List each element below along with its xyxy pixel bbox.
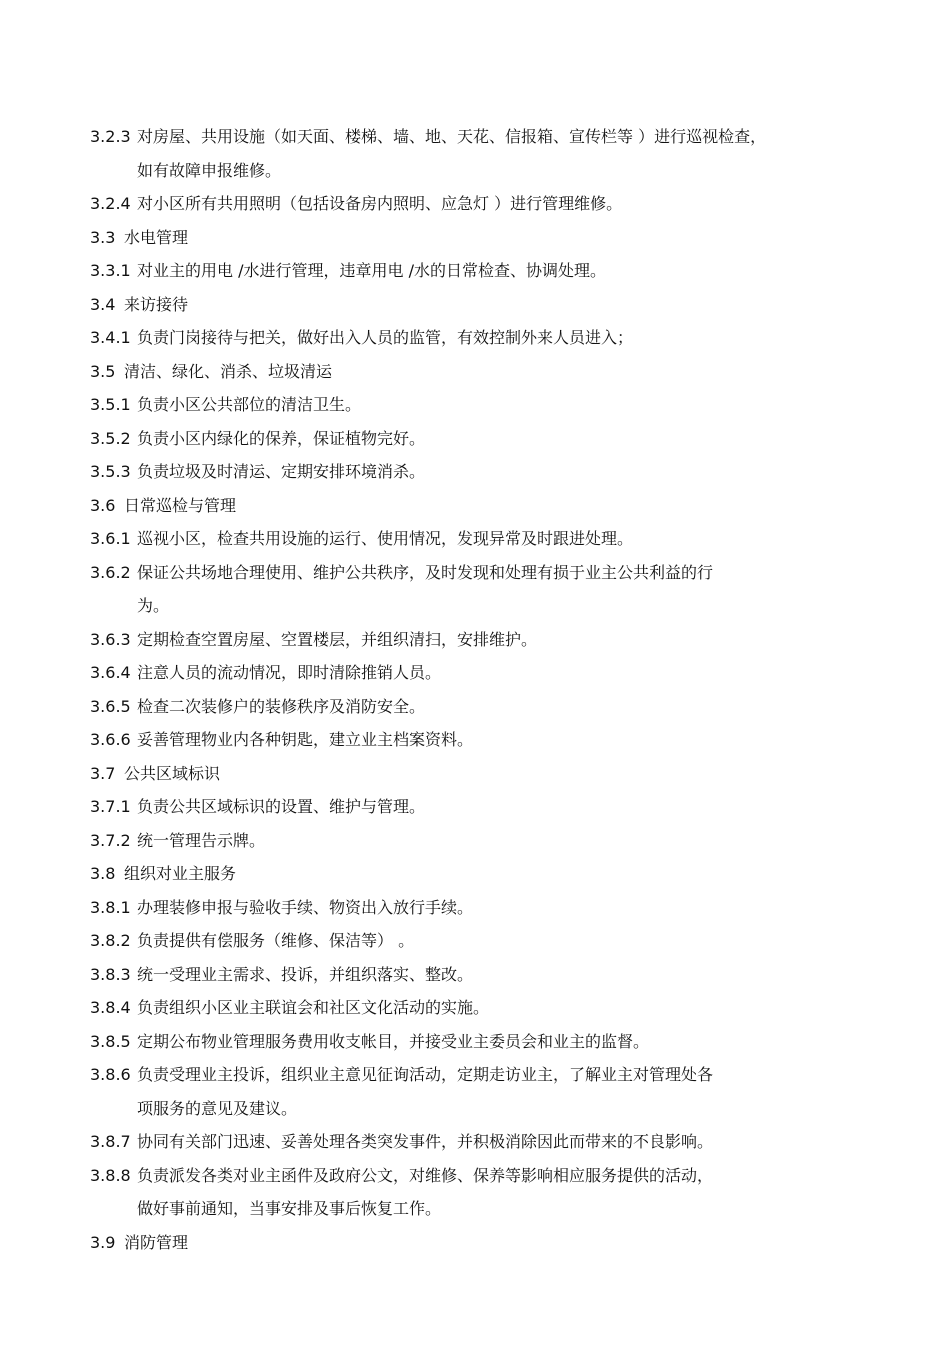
- section-item-text: 检查二次装修户的装修秩序及消防安全。: [137, 696, 426, 716]
- section-heading: 水电管理: [124, 227, 189, 247]
- section-item: [90, 623, 850, 657]
- section-number: 3.5: [90, 361, 116, 381]
- section-number: 3.8.7: [90, 1132, 131, 1151]
- section-item: [90, 824, 850, 858]
- section-item: [90, 522, 850, 556]
- section-item: [90, 388, 850, 422]
- section-item: [90, 1025, 850, 1059]
- section-number: 3.8.2: [90, 931, 131, 950]
- section-item: [90, 757, 850, 791]
- section-item: [90, 924, 850, 958]
- section-item-text: 定期检查空置房屋、空置楼层，并组织清扫，安排维护。: [137, 629, 538, 649]
- section-item: [90, 556, 850, 590]
- section-item: [90, 455, 850, 489]
- section-item: [90, 489, 850, 523]
- section-number: 3.8.1: [90, 897, 131, 917]
- section-item: [90, 187, 850, 221]
- section-number: 3.6: [90, 495, 116, 515]
- section-item-text: 负责小区公共部位的清洁卫生。: [137, 395, 362, 414]
- section-heading: 来访接待: [124, 294, 189, 314]
- section-item: [90, 958, 850, 992]
- section-item-text: 对小区所有共用照明（包括设备房内照明、应急灯 ）进行管理维修。: [137, 194, 623, 213]
- section-item-text: 办理装修申报与验收手续、物资出入放行手续。: [137, 897, 474, 917]
- section-item: [90, 321, 850, 355]
- section-number: 3.8: [90, 864, 116, 883]
- section-item: [90, 723, 850, 757]
- section-number: 3.8.4: [90, 998, 131, 1017]
- section-item: [90, 221, 850, 255]
- section-heading: 公共区域标识: [124, 763, 221, 783]
- section-item-text: 负责小区内绿化的保养，保证植物完好。: [137, 428, 426, 448]
- section-number: 3.6.5: [90, 696, 131, 716]
- section-item: [90, 857, 850, 891]
- section-item-text: 负责门岗接待与把关，做好出入人员的监管，有效控制外来人员进入；: [137, 328, 634, 347]
- section-number: 3.7.2: [90, 830, 131, 850]
- section-number: 3.8.5: [90, 1031, 131, 1051]
- section-item-text: 负责提供有偿服务（维修、保洁等） 。: [137, 931, 415, 950]
- section-number: 3.5.3: [90, 462, 131, 481]
- section-item: [90, 991, 850, 1025]
- section-number: 3.2.3: [90, 127, 131, 146]
- section-number: 3.2.4: [90, 194, 131, 213]
- section-number: 3.4: [90, 294, 116, 314]
- section-number: 3.6.3: [90, 629, 131, 649]
- section-number: 3.7.1: [90, 797, 131, 816]
- section-item-text: 对房屋、共用设施（如天面、楼梯、墙、地、天花、信报箱、宣传栏等 ）进行巡视检查，: [137, 127, 767, 146]
- document-body: [90, 120, 850, 1259]
- section-item: [90, 120, 850, 154]
- section-item-text: 负责组织小区业主联谊会和社区文化活动的实施。: [137, 998, 490, 1017]
- section-number: 3.4.1: [90, 328, 131, 347]
- section-item: [90, 1125, 850, 1159]
- section-item: [90, 1159, 850, 1193]
- section-item-text: 对业主的用电 /水进行管理，违章用电 /水的日常检查、协调处理。: [137, 261, 606, 280]
- section-item-text: 负责派发各类对业主函件及政府公文，对维修、保养等影响相应服务提供的活动，: [137, 1165, 714, 1185]
- section-heading: 组织对业主服务: [124, 864, 237, 883]
- section-item-continuation: 如有故障申报维修。: [137, 160, 282, 180]
- section-number: 3.9: [90, 1232, 116, 1252]
- section-item-text: 协同有关部门迅速、妥善处理各类突发事件，并积极消除因此而带来的不良影响。: [137, 1132, 714, 1151]
- section-item-text: 统一管理告示牌。: [137, 830, 266, 850]
- section-number: 3.8.3: [90, 964, 131, 984]
- section-item: [90, 690, 850, 724]
- section-number: 3.6.1: [90, 529, 131, 548]
- section-item: [90, 1058, 850, 1092]
- section-item: [90, 422, 850, 456]
- section-item: [90, 1226, 850, 1260]
- section-number: 3.6.6: [90, 730, 131, 749]
- section-item: [90, 656, 850, 690]
- section-number: 3.7: [90, 763, 116, 783]
- section-item: [90, 355, 850, 389]
- section-item: [90, 254, 850, 288]
- section-number: 3.8.8: [90, 1165, 131, 1185]
- section-item: [90, 790, 850, 824]
- section-item-continuation: 为。: [137, 596, 170, 615]
- section-item: [90, 891, 850, 925]
- section-number: 3.5.2: [90, 428, 131, 448]
- section-item-text: 巡视小区，检查共用设施的运行、使用情况，发现异常及时跟进处理。: [137, 529, 634, 548]
- section-heading: 消防管理: [124, 1232, 189, 1252]
- section-item-continuation: 项服务的意见及建议。: [137, 1098, 298, 1118]
- section-heading: 日常巡检与管理: [124, 495, 237, 515]
- section-item-text: 妥善管理物业内各种钥匙，建立业主档案资料。: [137, 730, 474, 749]
- section-number: 3.6.2: [90, 562, 131, 582]
- section-item-text: 保证公共场地合理使用、维护公共秩序，及时发现和处理有损于业主公共利益的行: [137, 562, 714, 582]
- section-number: 3.6.4: [90, 663, 131, 682]
- section-item-text: 负责受理业主投诉，组织业主意见征询活动，定期走访业主，了解业主对管理处各: [137, 1065, 714, 1084]
- section-item-text: 负责公共区域标识的设置、维护与管理。: [137, 797, 426, 816]
- section-item-text: 统一受理业主需求、投诉，并组织落实、整改。: [137, 964, 474, 984]
- section-item-text: 注意人员的流动情况，即时清除推销人员。: [137, 663, 442, 682]
- section-number: 3.8.6: [90, 1065, 131, 1084]
- section-number: 3.5.1: [90, 395, 131, 414]
- section-item: [90, 288, 850, 322]
- section-item-text: 负责垃圾及时清运、定期安排环境消杀。: [137, 462, 426, 481]
- section-heading: 清洁、绿化、消杀、垃圾清运: [124, 361, 333, 381]
- section-number: 3.3: [90, 227, 116, 247]
- section-number: 3.3.1: [90, 261, 131, 280]
- section-item-text: 定期公布物业管理服务费用收支帐目，并接受业主委员会和业主的监督。: [137, 1031, 650, 1051]
- section-item-continuation: 做好事前通知，当事安排及事后恢复工作。: [137, 1199, 442, 1218]
